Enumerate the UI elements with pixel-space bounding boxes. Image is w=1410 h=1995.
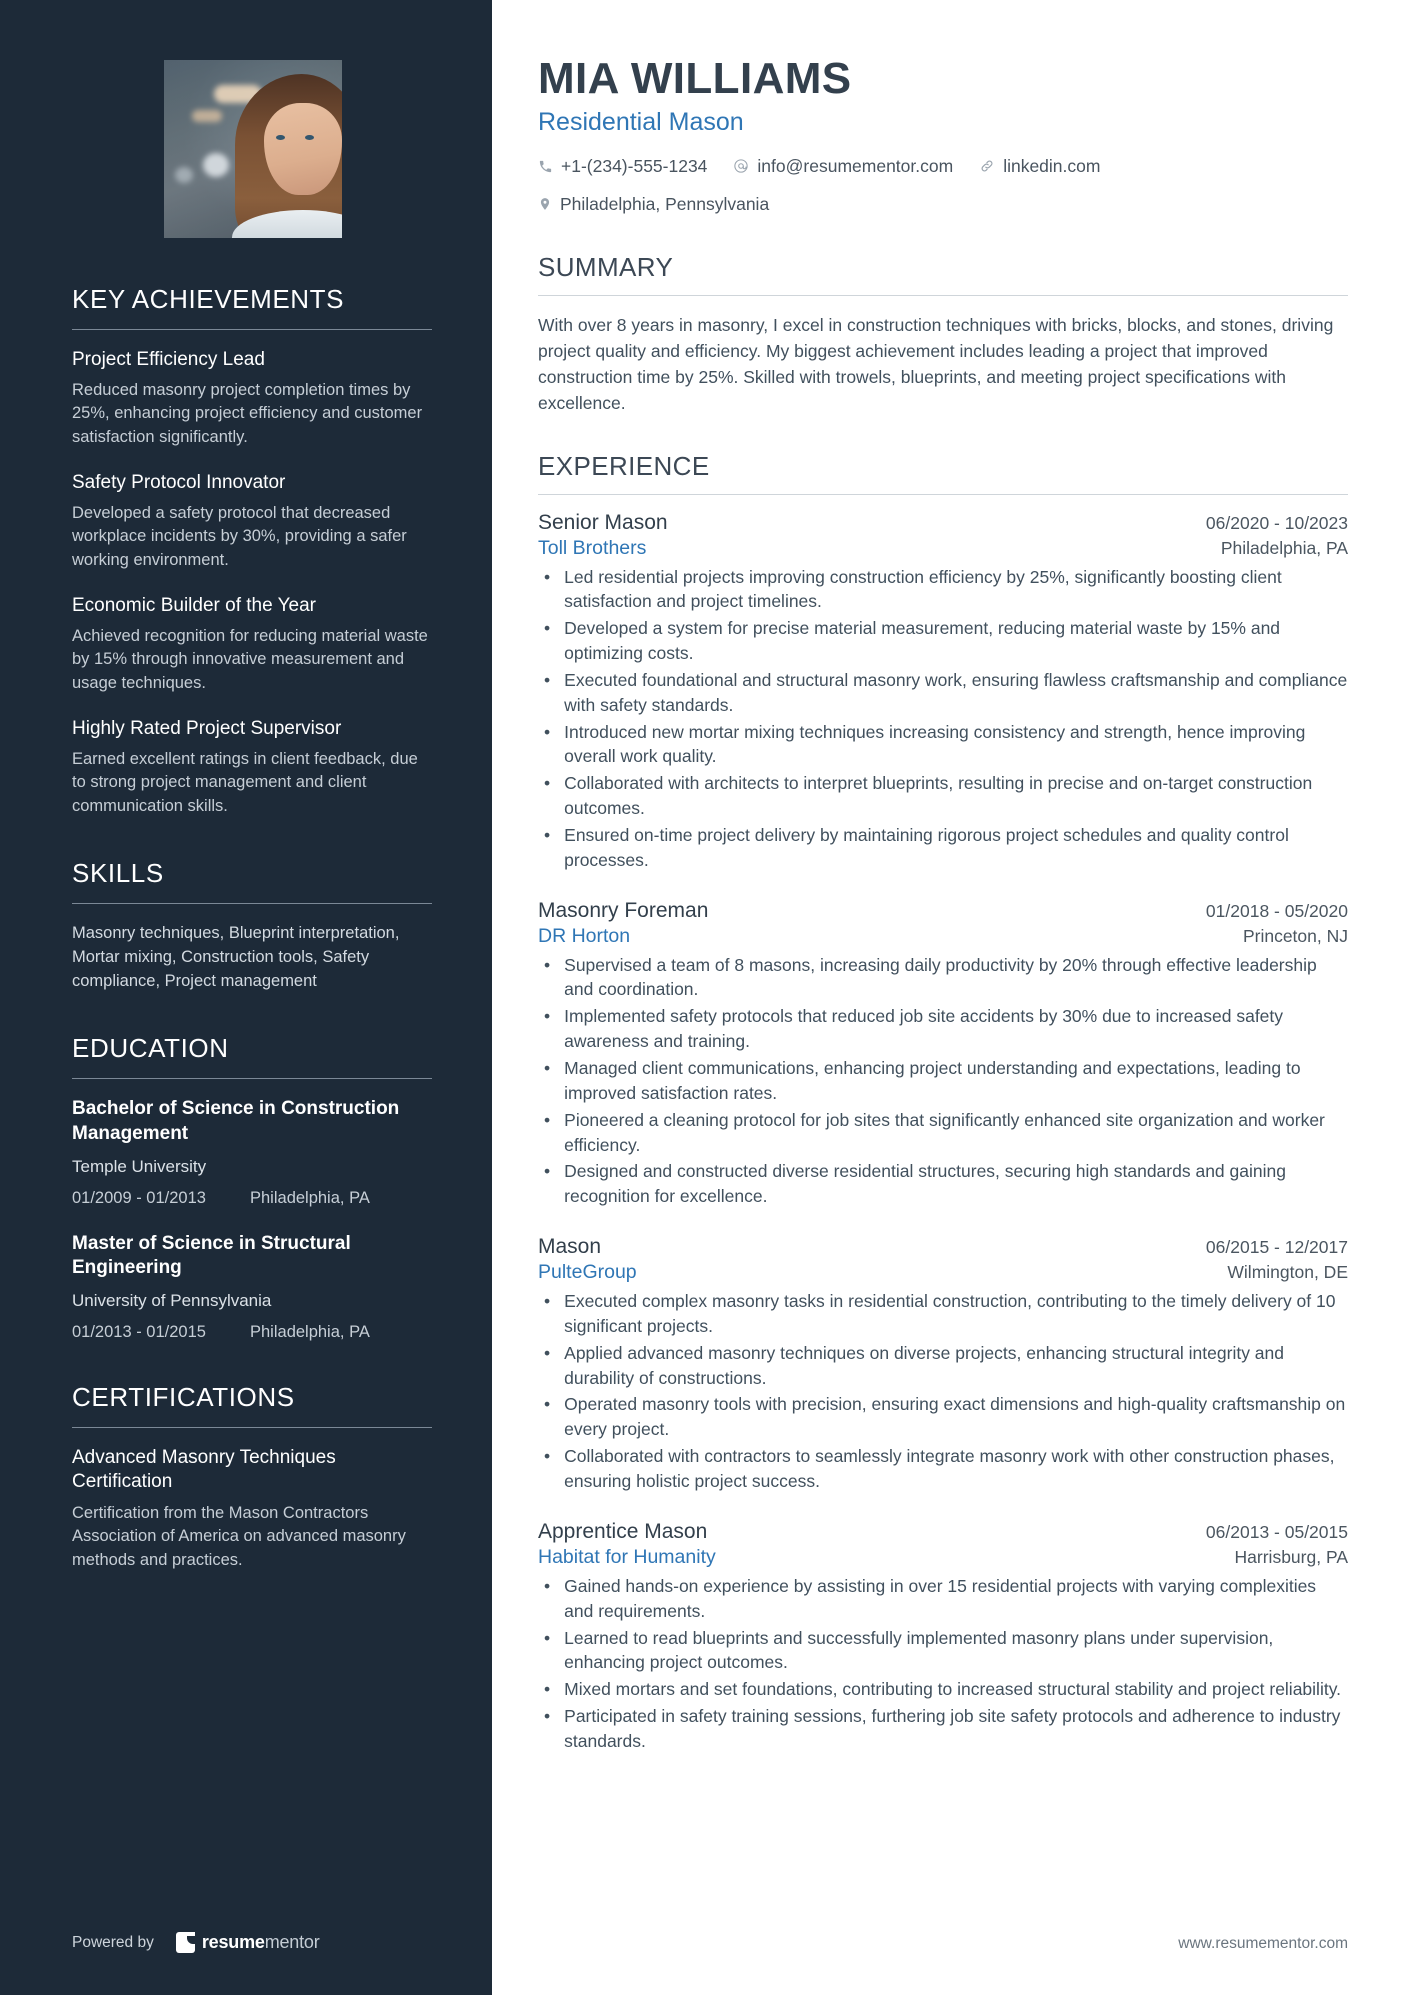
bullet-item bbox=[538, 1574, 1348, 1624]
bullet-dot-icon: • bbox=[544, 1058, 551, 1078]
bullet-dot-icon: • bbox=[544, 1575, 551, 1596]
experience-job-title: Apprentice Mason bbox=[538, 1519, 708, 1543]
powered-by-label: Powered by bbox=[72, 1933, 154, 1951]
bullet-dot-icon: • bbox=[544, 1394, 551, 1415]
achievement-title: Economic Builder of the Year bbox=[72, 595, 316, 617]
bullet-text: Developed a system for precise material measurement, reducing material waste by 15% and optimizing costs. bbox=[564, 618, 1281, 664]
bullet-text: Collaborated with architects to interpret blueprints, resulting in precise and on-target construction outcomes. bbox=[564, 773, 1313, 819]
experience-company-row bbox=[538, 535, 1348, 560]
link-icon bbox=[979, 158, 995, 174]
education-location: Philadelphia, PA bbox=[250, 1188, 370, 1207]
bullet-item bbox=[538, 1392, 1348, 1442]
bullet-text: Managed client communications, enhancing project understanding and expectations, leading to improved satisfaction rates. bbox=[564, 1058, 1301, 1103]
bullet-text: Executed foundational and structural masonry work, ensuring flawless craftsmanship and compliance with safety standards. bbox=[564, 669, 1348, 715]
contact-location bbox=[538, 191, 769, 217]
bullet-dot-icon: • bbox=[544, 1706, 551, 1727]
education-item bbox=[72, 1097, 432, 1207]
bullet-item bbox=[538, 771, 1348, 821]
section-key-achievements bbox=[72, 284, 432, 818]
bullet-item bbox=[538, 1444, 1348, 1494]
bullet-item bbox=[538, 823, 1348, 873]
bullet-dot-icon: • bbox=[544, 721, 551, 742]
experience-item bbox=[538, 511, 1348, 873]
job-role-subtitle: Residential Mason bbox=[538, 108, 744, 136]
achievement-description: Reduced masonry project completion times by 25%, enhancing project efficiency and customer satisfaction significantly. bbox=[72, 380, 423, 446]
bullet-dot-icon: • bbox=[544, 1006, 551, 1027]
section-experience bbox=[538, 451, 1348, 1754]
experience-item bbox=[538, 1235, 1348, 1494]
education-degree: Master of Science in Structural Engineering bbox=[72, 1232, 351, 1279]
certification-item bbox=[72, 1446, 432, 1572]
bullet-dot-icon: • bbox=[544, 1109, 551, 1130]
experience-company[interactable]: PulteGroup bbox=[538, 1261, 637, 1284]
achievement-item bbox=[72, 717, 432, 818]
experience-title-row bbox=[538, 899, 1348, 923]
bullet-text: Gained hands-on experience by assisting in over 15 residential projects with varying complexities and requirements. bbox=[564, 1575, 1317, 1621]
bullet-text: Implemented safety protocols that reduced job site accidents by 30% due to increased safety awareness and training. bbox=[564, 1006, 1284, 1052]
experience-job-title: Mason bbox=[538, 1235, 602, 1259]
main-content bbox=[492, 0, 1410, 1995]
experience-company[interactable]: Habitat for Humanity bbox=[538, 1545, 716, 1568]
section-heading-experience: EXPERIENCE bbox=[538, 450, 710, 481]
contact-phone-text: +1-(234)-555-1234 bbox=[561, 156, 708, 176]
experience-location: Princeton, NJ bbox=[1242, 925, 1348, 946]
bullet-item bbox=[538, 953, 1348, 1003]
bullet-text: Operated masonry tools with precision, ensuring exact dimensions and high-quality craftsmanship on every project. bbox=[564, 1394, 1346, 1440]
achievement-description: Earned excellent ratings in client feedback, due to strong project management and client communication skills. bbox=[72, 749, 418, 815]
bullet-text: Led residential projects improving construction efficiency by 25%, significantly boosting client satisfaction and project timelines. bbox=[564, 566, 1282, 612]
bullet-item bbox=[538, 1341, 1348, 1391]
divider bbox=[538, 494, 1348, 495]
divider bbox=[72, 329, 432, 330]
section-heading-certifications: CERTIFICATIONS bbox=[72, 1382, 295, 1413]
experience-title-row bbox=[538, 1520, 1348, 1544]
experience-item bbox=[538, 1520, 1348, 1754]
education-location: Philadelphia, PA bbox=[250, 1323, 370, 1342]
education-degree: Bachelor of Science in Construction Management bbox=[72, 1098, 400, 1144]
bullet-text: Ensured on-time project delivery by maintaining rigorous project schedules and quality control processes. bbox=[564, 824, 1289, 870]
section-certifications bbox=[72, 1382, 432, 1572]
bullet-item bbox=[538, 1704, 1348, 1754]
achievement-title: Project Efficiency Lead bbox=[72, 349, 265, 370]
bullet-item bbox=[538, 1159, 1348, 1209]
divider bbox=[72, 903, 432, 904]
experience-company[interactable]: DR Horton bbox=[538, 924, 631, 947]
experience-dates: 01/2018 - 05/2020 bbox=[1205, 900, 1348, 921]
bullet-item bbox=[538, 1677, 1348, 1702]
experience-item bbox=[538, 899, 1348, 1209]
bullet-dot-icon: • bbox=[544, 566, 551, 587]
education-meta bbox=[72, 1323, 432, 1342]
achievement-item bbox=[72, 594, 432, 695]
bullet-text: Designed and constructed diverse residential structures, securing high standards and gaining recognition for excellence. bbox=[564, 1161, 1286, 1207]
bullet-text: Collaborated with contractors to seamlessly integrate masonry work with other construction phases, ensuring holistic project success. bbox=[564, 1446, 1335, 1491]
experience-bullets bbox=[538, 953, 1348, 1209]
contact-email-text: info@resumementor.com bbox=[757, 156, 954, 176]
main-footer bbox=[538, 1935, 1348, 1995]
bullet-item bbox=[538, 616, 1348, 666]
bullet-dot-icon: • bbox=[544, 824, 551, 845]
experience-dates: 06/2020 - 10/2023 bbox=[1205, 512, 1348, 533]
phone-icon bbox=[538, 159, 553, 174]
bullet-dot-icon: • bbox=[544, 1161, 551, 1182]
section-skills bbox=[72, 858, 432, 993]
bullet-item bbox=[538, 1289, 1348, 1339]
divider bbox=[538, 295, 1348, 296]
experience-location: Harrisburg, PA bbox=[1234, 1546, 1348, 1567]
resumementor-wordmark bbox=[202, 1932, 320, 1953]
bullet-item bbox=[538, 565, 1348, 615]
experience-title-row bbox=[538, 1235, 1348, 1259]
bullet-text: Participated in safety training sessions, furthering job site safety protocols and adherence to industry standards. bbox=[564, 1706, 1341, 1751]
education-dates: 01/2013 - 01/2015 bbox=[72, 1323, 206, 1342]
experience-company[interactable]: Toll Brothers bbox=[538, 536, 647, 559]
experience-bullets bbox=[538, 565, 1348, 873]
bullet-text: Pioneered a cleaning protocol for job sites that significantly enhanced site organization and worker efficiency. bbox=[564, 1109, 1325, 1155]
bullet-dot-icon: • bbox=[544, 1679, 551, 1700]
section-heading-summary: SUMMARY bbox=[538, 251, 674, 282]
contact-info bbox=[538, 153, 1178, 218]
section-heading-skills: SKILLS bbox=[72, 858, 164, 889]
experience-company-row bbox=[538, 923, 1348, 948]
brand-light: mentor bbox=[264, 1932, 320, 1952]
achievement-description: Developed a safety protocol that decreased workplace incidents by 30%, providing a safer working environment. bbox=[72, 503, 407, 569]
experience-bullets bbox=[538, 1574, 1348, 1754]
sidebar-footer bbox=[0, 1932, 492, 1995]
summary-text: With over 8 years in masonry, I excel in construction techniques with bricks, blocks, and stones, driving project quality and efficiency. My biggest achievement includes leading a project that improved construction time by 25%. Skilled with trowels, blueprints, and meeting project specifications with excellence. bbox=[538, 314, 1334, 414]
certification-title: Advanced Masonry Techniques Certification bbox=[72, 1447, 336, 1492]
bullet-dot-icon: • bbox=[544, 773, 551, 794]
bullet-text: Supervised a team of 8 masons, increasing daily productivity by 20% through effective leadership and coordination. bbox=[564, 954, 1317, 1000]
experience-dates: 06/2013 - 05/2015 bbox=[1205, 1521, 1348, 1542]
section-education bbox=[72, 1033, 432, 1342]
skills-list: Masonry techniques, Blueprint interpretation, Mortar mixing, Construction tools, Safety compliance, Project management bbox=[72, 924, 400, 990]
section-summary bbox=[538, 252, 1348, 417]
page-title: MIA WILLIAMS bbox=[538, 54, 852, 103]
experience-bullets bbox=[538, 1289, 1348, 1494]
education-school: Temple University bbox=[72, 1156, 207, 1176]
bullet-item bbox=[538, 1108, 1348, 1158]
achievement-title: Highly Rated Project Supervisor bbox=[72, 718, 342, 740]
bullet-dot-icon: • bbox=[544, 1446, 551, 1467]
email-icon bbox=[733, 158, 749, 174]
bullet-text: Learned to read blueprints and successfully implemented masonry plans under supervision, enhancing project outcomes. bbox=[564, 1627, 1274, 1673]
achievement-title: Safety Protocol Innovator bbox=[72, 472, 286, 494]
bullet-item bbox=[538, 1056, 1348, 1106]
education-dates: 01/2009 - 01/2013 bbox=[72, 1188, 206, 1207]
experience-dates: 06/2015 - 12/2017 bbox=[1205, 1237, 1348, 1258]
experience-company-row bbox=[538, 1259, 1348, 1284]
education-meta bbox=[72, 1189, 432, 1208]
bullet-dot-icon: • bbox=[544, 618, 551, 639]
bullet-dot-icon: • bbox=[544, 669, 551, 690]
bullet-text: Executed complex masonry tasks in residential construction, contributing to the timely delivery of 10 significant projects. bbox=[564, 1291, 1336, 1336]
bullet-text: Applied advanced masonry techniques on diverse projects, enhancing structural integrity and durability of constructions. bbox=[564, 1342, 1285, 1388]
experience-location: Wilmington, DE bbox=[1227, 1262, 1348, 1283]
divider bbox=[72, 1427, 432, 1428]
brand-bold: resume bbox=[201, 1932, 265, 1952]
section-heading-education: EDUCATION bbox=[72, 1033, 229, 1064]
bullet-dot-icon: • bbox=[544, 1342, 551, 1363]
resumementor-mark-icon bbox=[176, 1932, 195, 1953]
contact-location-text: Philadelphia, Pennsylvania bbox=[560, 194, 770, 215]
bullet-dot-icon: • bbox=[544, 1291, 551, 1312]
divider bbox=[72, 1078, 432, 1079]
bullet-dot-icon: • bbox=[544, 1627, 551, 1648]
profile-photo bbox=[164, 60, 342, 238]
experience-location: Philadelphia, PA bbox=[1220, 537, 1348, 558]
education-item bbox=[72, 1232, 432, 1342]
bullet-text: Mixed mortars and set foundations, contributing to increased structural stability and project reliability. bbox=[564, 1679, 1342, 1700]
education-school: University of Pennsylvania bbox=[72, 1291, 272, 1311]
resumementor-logo bbox=[176, 1932, 320, 1953]
sidebar bbox=[0, 0, 492, 1995]
achievement-item bbox=[72, 348, 432, 449]
achievement-item bbox=[72, 471, 432, 572]
certification-description: Certification from the Mason Contractors Association of America on advanced masonry methods and practices. bbox=[72, 1503, 406, 1569]
bullet-dot-icon: • bbox=[544, 954, 551, 975]
contact-linkedin-text: linkedin.com bbox=[1003, 156, 1101, 176]
location-icon bbox=[538, 196, 552, 212]
bullet-item bbox=[538, 1626, 1348, 1676]
website-url[interactable]: www.resumementor.com bbox=[1178, 1935, 1348, 1952]
avatar bbox=[164, 60, 342, 238]
contact-email[interactable] bbox=[733, 153, 953, 179]
achievement-description: Achieved recognition for reducing material waste by 15% through innovative measurement and usage techniques. bbox=[72, 626, 428, 692]
experience-company-row bbox=[538, 1544, 1348, 1569]
experience-title-row bbox=[538, 511, 1348, 535]
section-heading-key-achievements: KEY ACHIEVEMENTS bbox=[72, 284, 345, 314]
bullet-text: Introduced new mortar mixing techniques increasing consistency and strength, hence improving overall work quality. bbox=[564, 721, 1306, 767]
contact-phone[interactable] bbox=[538, 153, 707, 179]
bullet-item bbox=[538, 720, 1348, 770]
contact-linkedin[interactable] bbox=[979, 153, 1100, 179]
experience-job-title: Masonry Foreman bbox=[538, 898, 709, 922]
bullet-item bbox=[538, 668, 1348, 718]
bullet-item bbox=[538, 1004, 1348, 1054]
experience-job-title: Senior Mason bbox=[538, 510, 668, 534]
